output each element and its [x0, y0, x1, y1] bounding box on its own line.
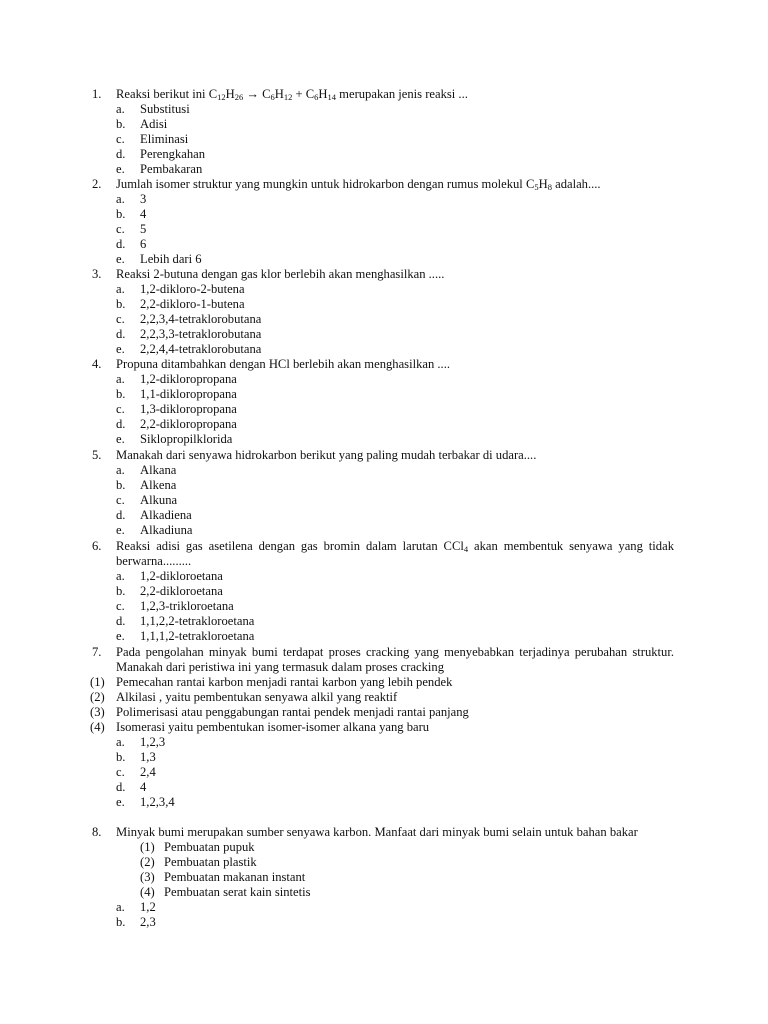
question-number: 4. — [92, 357, 102, 371]
option-text: 2,2-dikloropropana — [140, 417, 237, 431]
choice-label: (3) — [140, 870, 155, 884]
option-text: Eliminasi — [140, 132, 189, 146]
choice-text: Pemecahan rantai karbon menjadi rantai karbon yang lebih pendek — [116, 675, 453, 689]
question-text: Jumlah isomer struktur yang mungkin untuk hidrokarbon dengan rumus molekul $C_5H_8$ adalah.... — [116, 177, 601, 192]
choice-label: (2) — [140, 855, 155, 869]
option-letter: a. — [116, 735, 125, 749]
option-text: Adisi — [140, 117, 168, 131]
question-number: 1. — [92, 87, 102, 101]
choice-label: (2) — [90, 690, 105, 704]
choice-text: Pembuatan serat kain sintetis — [164, 885, 311, 899]
question-text: Manakah dari senyawa hidrokarbon berikut yang paling mudah terbakar di udara.... — [116, 448, 537, 462]
choice-label: (1) — [90, 675, 105, 689]
option-letter: b. — [116, 915, 126, 929]
option-letter: e. — [116, 629, 125, 643]
choice-text: Pembuatan pupuk — [164, 840, 255, 854]
option-text: 2,4 — [140, 765, 156, 779]
choice-label: (3) — [90, 705, 105, 719]
option-text: 3 — [140, 192, 147, 206]
option-text: 2,2-dikloroetana — [140, 584, 223, 598]
option-text: Perengkahan — [140, 147, 206, 161]
option-letter: d. — [116, 614, 126, 628]
choice-label: (4) — [90, 720, 105, 734]
question-text: Reaksi 2-butuna dengan gas klor berlebih akan menghasilkan ..... — [116, 267, 445, 281]
option-letter: b. — [116, 117, 126, 131]
option-letter: b. — [116, 387, 126, 401]
option-text: Lebih dari 6 — [140, 252, 202, 266]
question-number: 6. — [92, 539, 102, 553]
option-letter: b. — [116, 584, 126, 598]
option-text: Siklopropilklorida — [140, 432, 233, 446]
option-letter: a. — [116, 102, 125, 116]
option-text: 2,2-dikloro-1-butena — [140, 297, 245, 311]
option-letter: a. — [116, 900, 125, 914]
option-text: 2,2,3,3-tetraklorobutana — [140, 327, 262, 341]
question-number: 8. — [92, 825, 102, 839]
option-letter: c. — [116, 222, 125, 236]
option-text: 1,3-dikloropropana — [140, 402, 237, 416]
option-text: 5 — [140, 222, 147, 236]
choice-label: (4) — [140, 885, 155, 899]
option-letter: e. — [116, 162, 125, 176]
option-letter: a. — [116, 282, 125, 296]
option-letter: a. — [116, 463, 125, 477]
option-text: 1,2 — [140, 900, 156, 914]
option-letter: e. — [116, 795, 125, 809]
option-text: 1,2,3,4 — [140, 795, 175, 809]
option-letter: d. — [116, 147, 126, 161]
choice-text: Alkilasi , yaitu pembentukan senyawa alkil yang reaktif — [116, 690, 398, 704]
option-letter: e. — [116, 342, 125, 356]
option-text: Pembakaran — [140, 162, 203, 176]
option-text: 1,2-dikloro-2-butena — [140, 282, 245, 296]
choice-text: Isomerasi yaitu pembentukan isomer-isomer alkana yang baru — [116, 720, 430, 734]
option-letter: c. — [116, 765, 125, 779]
option-text: 1,1,1,2-tetrakloroetana — [140, 629, 255, 643]
question-text-line-2: berwarna......... — [116, 554, 192, 568]
option-text: Alkana — [140, 463, 177, 477]
option-text: Alkena — [140, 478, 177, 492]
option-text: 1,3 — [140, 750, 156, 764]
option-letter: a. — [116, 192, 125, 206]
option-text: 1,2,3 — [140, 735, 166, 749]
option-text: Substitusi — [140, 102, 190, 116]
option-letter: d. — [116, 780, 126, 794]
option-text: 4 — [140, 780, 147, 794]
option-text: 1,2,3-trikloroetana — [140, 599, 234, 613]
option-text: 1,2-dikloropropana — [140, 372, 237, 386]
option-letter: a. — [116, 372, 125, 386]
option-letter: a. — [116, 569, 125, 583]
option-letter: c. — [116, 599, 125, 613]
option-letter: c. — [116, 402, 125, 416]
option-letter: c. — [116, 312, 125, 326]
option-letter: b. — [116, 478, 126, 492]
option-letter: c. — [116, 132, 125, 146]
option-text: 2,2,4,4-tetraklorobutana — [140, 342, 262, 356]
question-number: 5. — [92, 448, 102, 462]
option-letter: d. — [116, 417, 126, 431]
option-letter: e. — [116, 252, 125, 266]
option-letter: e. — [116, 523, 125, 537]
option-letter: e. — [116, 432, 125, 446]
option-letter: b. — [116, 750, 126, 764]
question-number: 7. — [92, 645, 102, 659]
option-text: Alkadiuna — [140, 523, 193, 537]
question-number: 2. — [92, 177, 102, 191]
option-text: Alkuna — [140, 493, 178, 507]
option-text: 4 — [140, 207, 147, 221]
option-letter: d. — [116, 508, 126, 522]
option-text: 1,1-dikloropropana — [140, 387, 237, 401]
option-text: 2,3 — [140, 915, 156, 929]
option-text: 1,1,2,2-tetrakloroetana — [140, 614, 255, 628]
option-letter: c. — [116, 493, 125, 507]
option-letter: d. — [116, 327, 126, 341]
option-text: 6 — [140, 237, 147, 251]
option-text: 2,2,3,4-tetraklorobutana — [140, 312, 262, 326]
option-text: 1,2-dikloroetana — [140, 569, 223, 583]
choice-text: Pembuatan plastik — [164, 855, 257, 869]
question-number: 3. — [92, 267, 102, 281]
option-letter: d. — [116, 237, 126, 251]
question-text-line-2: Manakah dari peristiwa ini yang termasuk dalam proses cracking — [116, 660, 445, 674]
question-text-line-1: Reaksi adisi gas asetilena dengan gas bromin dalam larutan CCl$_4$ akan membentuk senyawa yang tidak — [116, 539, 674, 554]
question-text: Propuna ditambahkan dengan HCl berlebih akan menghasilkan .... — [116, 357, 450, 371]
choice-text: Pembuatan makanan instant — [164, 870, 306, 884]
option-text: Alkadiena — [140, 508, 192, 522]
choice-text: Polimerisasi atau penggabungan rantai pendek menjadi rantai panjang — [116, 705, 469, 719]
choice-label: (1) — [140, 840, 155, 854]
question-text-line-1: Pada pengolahan minyak bumi terdapat proses cracking yang menyebabkan terjadinya perubahan struktur. — [116, 645, 674, 659]
question-text: Minyak bumi merupakan sumber senyawa karbon. Manfaat dari minyak bumi selain untuk bahan bakar — [116, 825, 638, 839]
option-letter: b. — [116, 297, 126, 311]
option-letter: b. — [116, 207, 126, 221]
question-text: Reaksi berikut ini $C_{12}H_{26} \to C_6H_{12} + C_6H_{14}$ merupakan jenis reaksi ... — [116, 87, 468, 102]
